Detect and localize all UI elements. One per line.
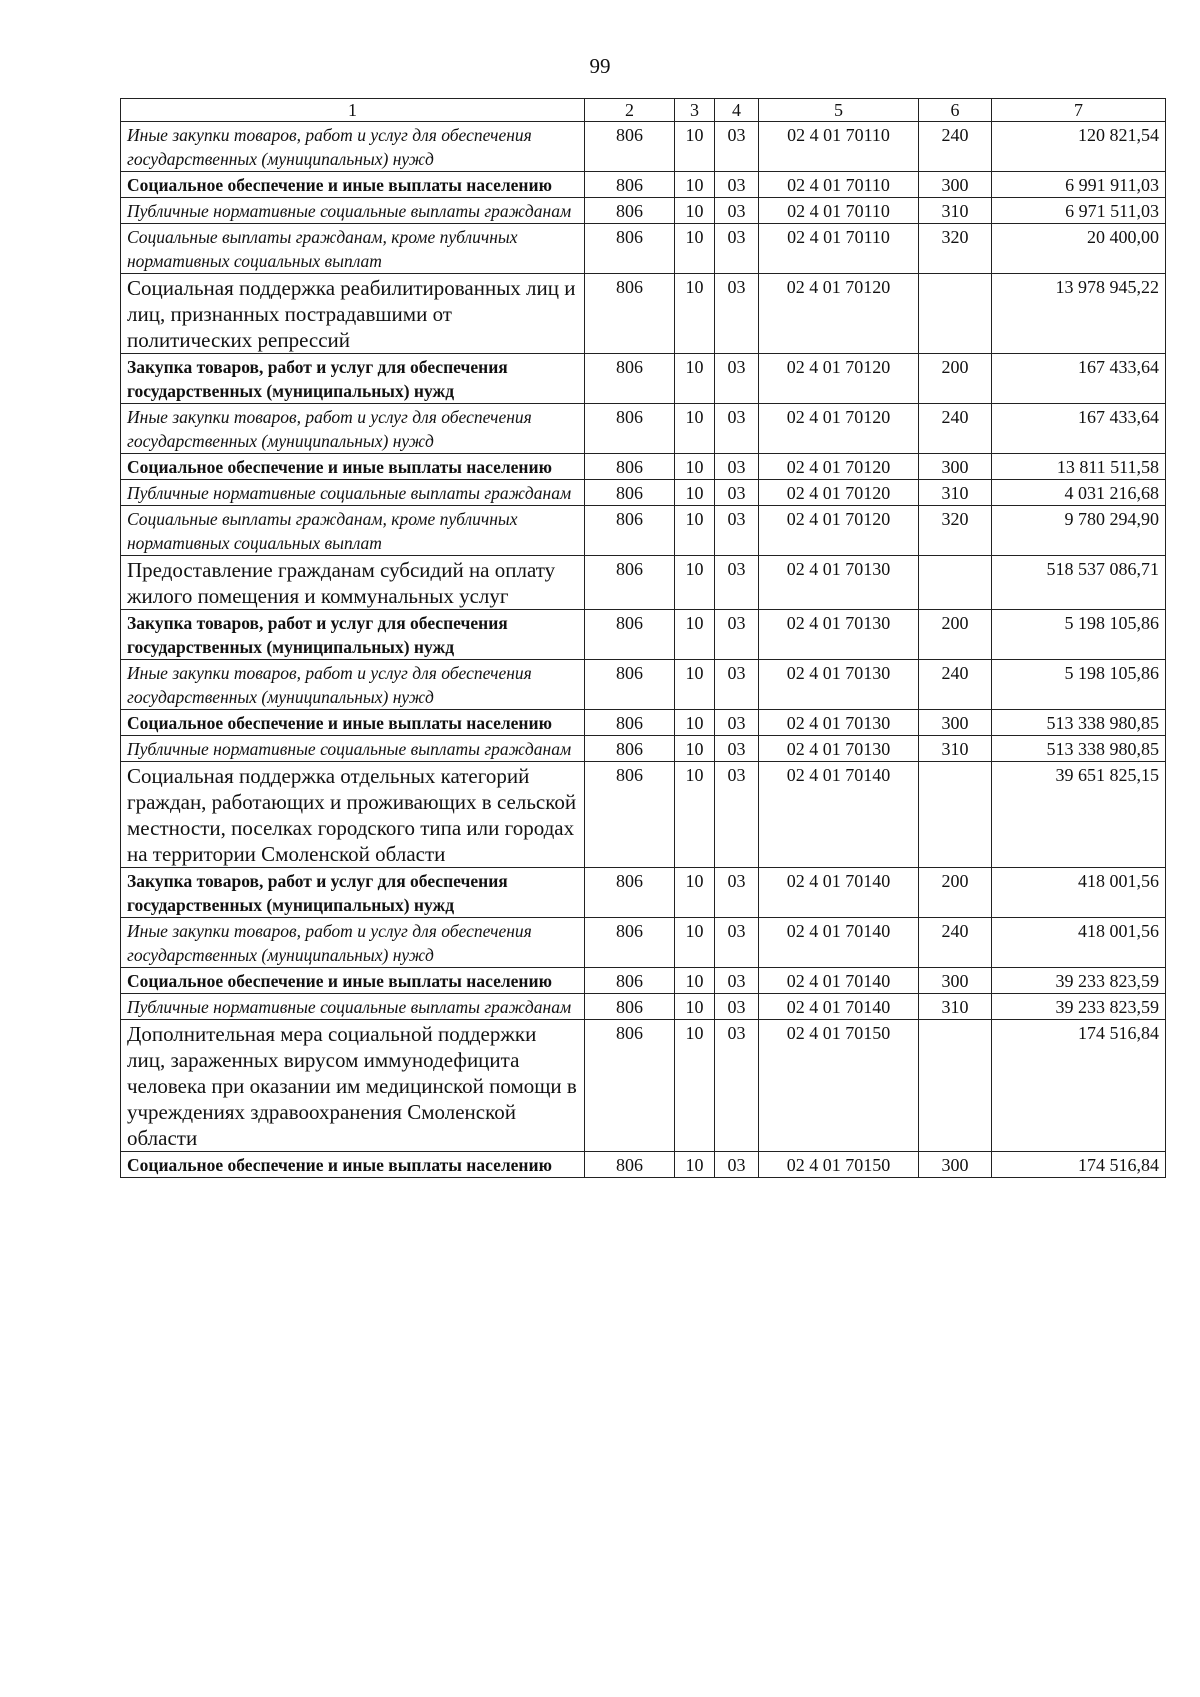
table-row xyxy=(121,1020,1166,1152)
amount-cell: 513 338 980,85 xyxy=(992,736,1166,762)
amount-cell: 6 971 511,03 xyxy=(992,198,1166,224)
ministry-code-cell: 806 xyxy=(585,918,675,968)
section-code-cell: 10 xyxy=(675,480,715,506)
row-name-cell: Социальные выплаты гражданам, кроме публичных нормативных социальных выплат xyxy=(121,506,585,556)
subsection-code-cell: 03 xyxy=(715,762,759,868)
expense-type-code-cell xyxy=(919,1020,992,1152)
table-row xyxy=(121,506,1166,556)
target-article-code-cell: 02 4 01 70120 xyxy=(759,404,919,454)
target-article-code-cell: 02 4 01 70130 xyxy=(759,710,919,736)
section-code-cell: 10 xyxy=(675,660,715,710)
table-row xyxy=(121,274,1166,354)
row-name-cell: Иные закупки товаров, работ и услуг для обеспечения государственных (муниципальных) нужд xyxy=(121,918,585,968)
section-code-cell: 10 xyxy=(675,994,715,1020)
section-code-cell: 10 xyxy=(675,198,715,224)
ministry-code-cell: 806 xyxy=(585,274,675,354)
row-name-cell: Социальное обеспечение и иные выплаты населению xyxy=(121,172,585,198)
target-article-code-cell: 02 4 01 70140 xyxy=(759,918,919,968)
row-name-cell: Социальное обеспечение и иные выплаты населению xyxy=(121,454,585,480)
expense-type-code-cell: 300 xyxy=(919,454,992,480)
section-code-cell: 10 xyxy=(675,556,715,610)
row-name-cell: Предоставление гражданам субсидий на оплату жилого помещения и коммунальных услуг xyxy=(121,556,585,610)
subsection-code-cell: 03 xyxy=(715,710,759,736)
subsection-code-cell: 03 xyxy=(715,1020,759,1152)
table-row xyxy=(121,710,1166,736)
target-article-code-cell: 02 4 01 70120 xyxy=(759,454,919,480)
ministry-code-cell: 806 xyxy=(585,868,675,918)
section-code-cell: 10 xyxy=(675,968,715,994)
ministry-code-cell: 806 xyxy=(585,506,675,556)
row-name-cell: Социальная поддержка реабилитированных лиц и лиц, признанных пострадавшими от политических репрессий xyxy=(121,274,585,354)
expense-type-code-cell: 310 xyxy=(919,994,992,1020)
ministry-code-cell: 806 xyxy=(585,994,675,1020)
row-name-cell: Публичные нормативные социальные выплаты гражданам xyxy=(121,736,585,762)
target-article-code-cell: 02 4 01 70130 xyxy=(759,660,919,710)
target-article-code-cell: 02 4 01 70110 xyxy=(759,198,919,224)
header-col-7: 7 xyxy=(992,99,1166,122)
table-row xyxy=(121,968,1166,994)
expense-type-code-cell: 300 xyxy=(919,710,992,736)
subsection-code-cell: 03 xyxy=(715,454,759,480)
section-code-cell: 10 xyxy=(675,1152,715,1178)
table-row xyxy=(121,868,1166,918)
table-row xyxy=(121,172,1166,198)
section-code-cell: 10 xyxy=(675,354,715,404)
table-row xyxy=(121,480,1166,506)
target-article-code-cell: 02 4 01 70130 xyxy=(759,556,919,610)
row-name-cell: Иные закупки товаров, работ и услуг для обеспечения государственных (муниципальных) нужд xyxy=(121,404,585,454)
target-article-code-cell: 02 4 01 70140 xyxy=(759,968,919,994)
amount-cell: 513 338 980,85 xyxy=(992,710,1166,736)
table-row xyxy=(121,918,1166,968)
expense-type-code-cell: 310 xyxy=(919,198,992,224)
target-article-code-cell: 02 4 01 70120 xyxy=(759,506,919,556)
ministry-code-cell: 806 xyxy=(585,736,675,762)
ministry-code-cell: 806 xyxy=(585,660,675,710)
section-code-cell: 10 xyxy=(675,918,715,968)
header-col-4: 4 xyxy=(715,99,759,122)
subsection-code-cell: 03 xyxy=(715,610,759,660)
subsection-code-cell: 03 xyxy=(715,480,759,506)
amount-cell: 418 001,56 xyxy=(992,868,1166,918)
subsection-code-cell: 03 xyxy=(715,1152,759,1178)
table-row xyxy=(121,762,1166,868)
budget-table xyxy=(120,98,1166,1178)
subsection-code-cell: 03 xyxy=(715,660,759,710)
subsection-code-cell: 03 xyxy=(715,868,759,918)
expense-type-code-cell: 240 xyxy=(919,122,992,172)
expense-type-code-cell: 300 xyxy=(919,1152,992,1178)
target-article-code-cell: 02 4 01 70130 xyxy=(759,610,919,660)
header-row xyxy=(121,99,1166,122)
expense-type-code-cell: 300 xyxy=(919,172,992,198)
amount-cell: 6 991 911,03 xyxy=(992,172,1166,198)
amount-cell: 167 433,64 xyxy=(992,404,1166,454)
expense-type-code-cell: 240 xyxy=(919,918,992,968)
table-row xyxy=(121,556,1166,610)
section-code-cell: 10 xyxy=(675,506,715,556)
expense-type-code-cell xyxy=(919,762,992,868)
section-code-cell: 10 xyxy=(675,404,715,454)
row-name-cell: Иные закупки товаров, работ и услуг для обеспечения государственных (муниципальных) нужд xyxy=(121,122,585,172)
target-article-code-cell: 02 4 01 70120 xyxy=(759,354,919,404)
target-article-code-cell: 02 4 01 70110 xyxy=(759,224,919,274)
row-name-cell: Социальная поддержка отдельных категорий граждан, работающих и проживающих в сельской местности, поселках городского типа или городах на территории Смоленской области xyxy=(121,762,585,868)
header-col-3: 3 xyxy=(675,99,715,122)
row-name-cell: Публичные нормативные социальные выплаты гражданам xyxy=(121,994,585,1020)
amount-cell: 9 780 294,90 xyxy=(992,506,1166,556)
target-article-code-cell: 02 4 01 70110 xyxy=(759,172,919,198)
expense-type-code-cell: 240 xyxy=(919,404,992,454)
header-col-2: 2 xyxy=(585,99,675,122)
section-code-cell: 10 xyxy=(675,762,715,868)
amount-cell: 120 821,54 xyxy=(992,122,1166,172)
table-row xyxy=(121,122,1166,172)
row-name-cell: Социальное обеспечение и иные выплаты населению xyxy=(121,710,585,736)
ministry-code-cell: 806 xyxy=(585,556,675,610)
row-name-cell: Социальное обеспечение и иные выплаты населению xyxy=(121,1152,585,1178)
header-col-1: 1 xyxy=(121,99,585,122)
ministry-code-cell: 806 xyxy=(585,454,675,480)
ministry-code-cell: 806 xyxy=(585,1020,675,1152)
expense-type-code-cell: 310 xyxy=(919,736,992,762)
target-article-code-cell: 02 4 01 70110 xyxy=(759,122,919,172)
subsection-code-cell: 03 xyxy=(715,354,759,404)
ministry-code-cell: 806 xyxy=(585,224,675,274)
amount-cell: 418 001,56 xyxy=(992,918,1166,968)
amount-cell: 174 516,84 xyxy=(992,1152,1166,1178)
row-name-cell: Дополнительная мера социальной поддержки лиц, зараженных вирусом иммунодефицита человека при оказании им медицинской помощи в учреждениях здравоохранения Смоленской области xyxy=(121,1020,585,1152)
subsection-code-cell: 03 xyxy=(715,404,759,454)
subsection-code-cell: 03 xyxy=(715,918,759,968)
target-article-code-cell: 02 4 01 70140 xyxy=(759,994,919,1020)
ministry-code-cell: 806 xyxy=(585,404,675,454)
table-row xyxy=(121,610,1166,660)
table-row xyxy=(121,404,1166,454)
subsection-code-cell: 03 xyxy=(715,994,759,1020)
row-name-cell: Публичные нормативные социальные выплаты гражданам xyxy=(121,198,585,224)
ministry-code-cell: 806 xyxy=(585,172,675,198)
subsection-code-cell: 03 xyxy=(715,968,759,994)
expense-type-code-cell: 310 xyxy=(919,480,992,506)
row-name-cell: Социальное обеспечение и иные выплаты населению xyxy=(121,968,585,994)
row-name-cell: Закупка товаров, работ и услуг для обеспечения государственных (муниципальных) нужд xyxy=(121,354,585,404)
expense-type-code-cell: 200 xyxy=(919,354,992,404)
table-row xyxy=(121,198,1166,224)
table-row xyxy=(121,660,1166,710)
expense-type-code-cell xyxy=(919,556,992,610)
table-row xyxy=(121,994,1166,1020)
target-article-code-cell: 02 4 01 70140 xyxy=(759,762,919,868)
ministry-code-cell: 806 xyxy=(585,198,675,224)
section-code-cell: 10 xyxy=(675,172,715,198)
amount-cell: 5 198 105,86 xyxy=(992,660,1166,710)
ministry-code-cell: 806 xyxy=(585,480,675,506)
amount-cell: 13 978 945,22 xyxy=(992,274,1166,354)
amount-cell: 174 516,84 xyxy=(992,1020,1166,1152)
amount-cell: 20 400,00 xyxy=(992,224,1166,274)
ministry-code-cell: 806 xyxy=(585,122,675,172)
section-code-cell: 10 xyxy=(675,122,715,172)
ministry-code-cell: 806 xyxy=(585,1152,675,1178)
expense-type-code-cell: 200 xyxy=(919,610,992,660)
amount-cell: 518 537 086,71 xyxy=(992,556,1166,610)
expense-type-code-cell: 200 xyxy=(919,868,992,918)
expense-type-code-cell: 300 xyxy=(919,968,992,994)
section-code-cell: 10 xyxy=(675,1020,715,1152)
page-number: 99 xyxy=(589,54,611,78)
subsection-code-cell: 03 xyxy=(715,506,759,556)
section-code-cell: 10 xyxy=(675,868,715,918)
amount-cell: 39 651 825,15 xyxy=(992,762,1166,868)
section-code-cell: 10 xyxy=(675,454,715,480)
row-name-cell: Социальные выплаты гражданам, кроме публичных нормативных социальных выплат xyxy=(121,224,585,274)
subsection-code-cell: 03 xyxy=(715,556,759,610)
amount-cell: 39 233 823,59 xyxy=(992,968,1166,994)
expense-type-code-cell: 320 xyxy=(919,224,992,274)
target-article-code-cell: 02 4 01 70120 xyxy=(759,274,919,354)
section-code-cell: 10 xyxy=(675,710,715,736)
row-name-cell: Закупка товаров, работ и услуг для обеспечения государственных (муниципальных) нужд xyxy=(121,868,585,918)
amount-cell: 13 811 511,58 xyxy=(992,454,1166,480)
amount-cell: 4 031 216,68 xyxy=(992,480,1166,506)
header-col-5: 5 xyxy=(759,99,919,122)
amount-cell: 167 433,64 xyxy=(992,354,1166,404)
subsection-code-cell: 03 xyxy=(715,736,759,762)
subsection-code-cell: 03 xyxy=(715,172,759,198)
expense-type-code-cell xyxy=(919,274,992,354)
section-code-cell: 10 xyxy=(675,274,715,354)
ministry-code-cell: 806 xyxy=(585,354,675,404)
section-code-cell: 10 xyxy=(675,610,715,660)
target-article-code-cell: 02 4 01 70130 xyxy=(759,736,919,762)
section-code-cell: 10 xyxy=(675,736,715,762)
expense-type-code-cell: 320 xyxy=(919,506,992,556)
target-article-code-cell: 02 4 01 70120 xyxy=(759,480,919,506)
ministry-code-cell: 806 xyxy=(585,710,675,736)
table-row xyxy=(121,1152,1166,1178)
expense-type-code-cell: 240 xyxy=(919,660,992,710)
table-row xyxy=(121,736,1166,762)
table-row xyxy=(121,454,1166,480)
row-name-cell: Иные закупки товаров, работ и услуг для обеспечения государственных (муниципальных) нужд xyxy=(121,660,585,710)
amount-cell: 5 198 105,86 xyxy=(992,610,1166,660)
target-article-code-cell: 02 4 01 70140 xyxy=(759,868,919,918)
table-row xyxy=(121,354,1166,404)
table-row xyxy=(121,224,1166,274)
ministry-code-cell: 806 xyxy=(585,968,675,994)
row-name-cell: Публичные нормативные социальные выплаты гражданам xyxy=(121,480,585,506)
ministry-code-cell: 806 xyxy=(585,610,675,660)
table-body xyxy=(121,122,1166,1178)
section-code-cell: 10 xyxy=(675,224,715,274)
subsection-code-cell: 03 xyxy=(715,122,759,172)
subsection-code-cell: 03 xyxy=(715,198,759,224)
row-name-cell: Закупка товаров, работ и услуг для обеспечения государственных (муниципальных) нужд xyxy=(121,610,585,660)
amount-cell: 39 233 823,59 xyxy=(992,994,1166,1020)
ministry-code-cell: 806 xyxy=(585,762,675,868)
header-col-6: 6 xyxy=(919,99,992,122)
subsection-code-cell: 03 xyxy=(715,224,759,274)
subsection-code-cell: 03 xyxy=(715,274,759,354)
target-article-code-cell: 02 4 01 70150 xyxy=(759,1020,919,1152)
target-article-code-cell: 02 4 01 70150 xyxy=(759,1152,919,1178)
